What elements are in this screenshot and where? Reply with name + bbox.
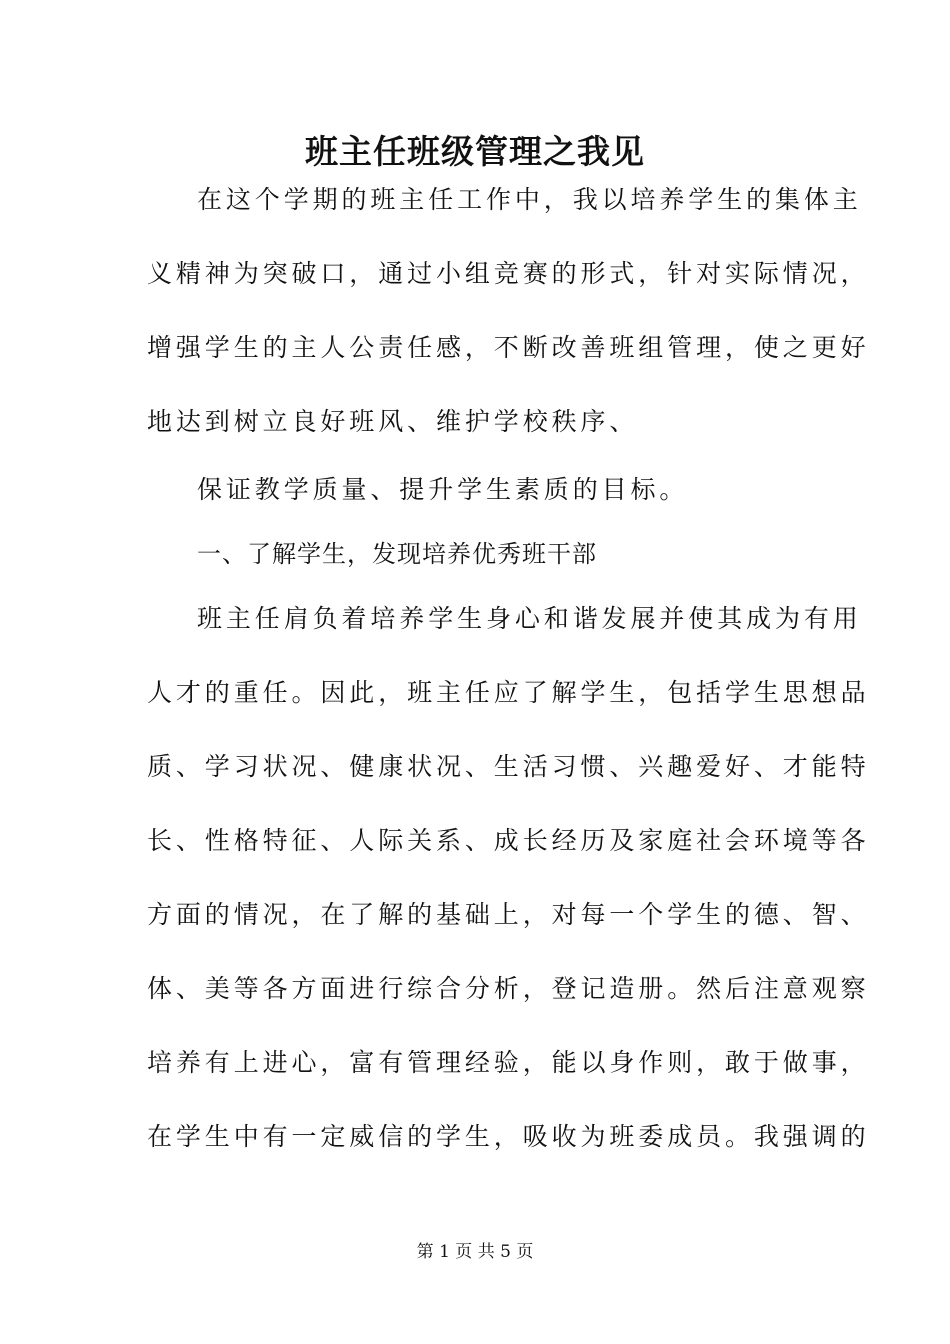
paragraph-line: 人才的重任。因此，班主任应了解学生，包括学生思想品 [147, 678, 870, 707]
paragraph-line: 地达到树立良好班风、维护学校秩序、 [147, 407, 639, 436]
document-title: 班主任班级管理之我见 [305, 132, 645, 171]
section-heading: 一、了解学生，发现培养优秀班干部 [197, 540, 597, 568]
paragraph-line: 保证教学质量、提升学生素质的目标。 [197, 475, 689, 504]
paragraph-line: 质、学习状况、健康状况、生活习惯、兴趣爱好、才能特 [147, 752, 870, 781]
paragraph-line: 增强学生的主人公责任感，不断改善班组管理，使之更好 [147, 333, 870, 362]
paragraph-line: 义精神为突破口，通过小组竞赛的形式，针对实际情况， [147, 259, 870, 288]
paragraph-line: 方面的情况，在了解的基础上，对每一个学生的德、智、 [147, 900, 870, 929]
paragraph-line: 在学生中有一定威信的学生，吸收为班委成员。我强调的 [147, 1122, 870, 1151]
paragraph-line: 班主任肩负着培养学生身心和谐发展并使其成为有用 [197, 604, 862, 633]
paragraph-line: 在这个学期的班主任工作中，我以培养学生的集体主 [197, 185, 862, 214]
paragraph-line: 长、性格特征、人际关系、成长经历及家庭社会环境等各 [147, 826, 870, 855]
paragraph-line: 培养有上进心，富有管理经验，能以身作则，敢于做事， [147, 1048, 870, 1077]
page-footer: 第 1 页 共 5 页 [416, 1242, 534, 1262]
paragraph-line: 体、美等各方面进行综合分析，登记造册。然后注意观察 [147, 974, 870, 1003]
